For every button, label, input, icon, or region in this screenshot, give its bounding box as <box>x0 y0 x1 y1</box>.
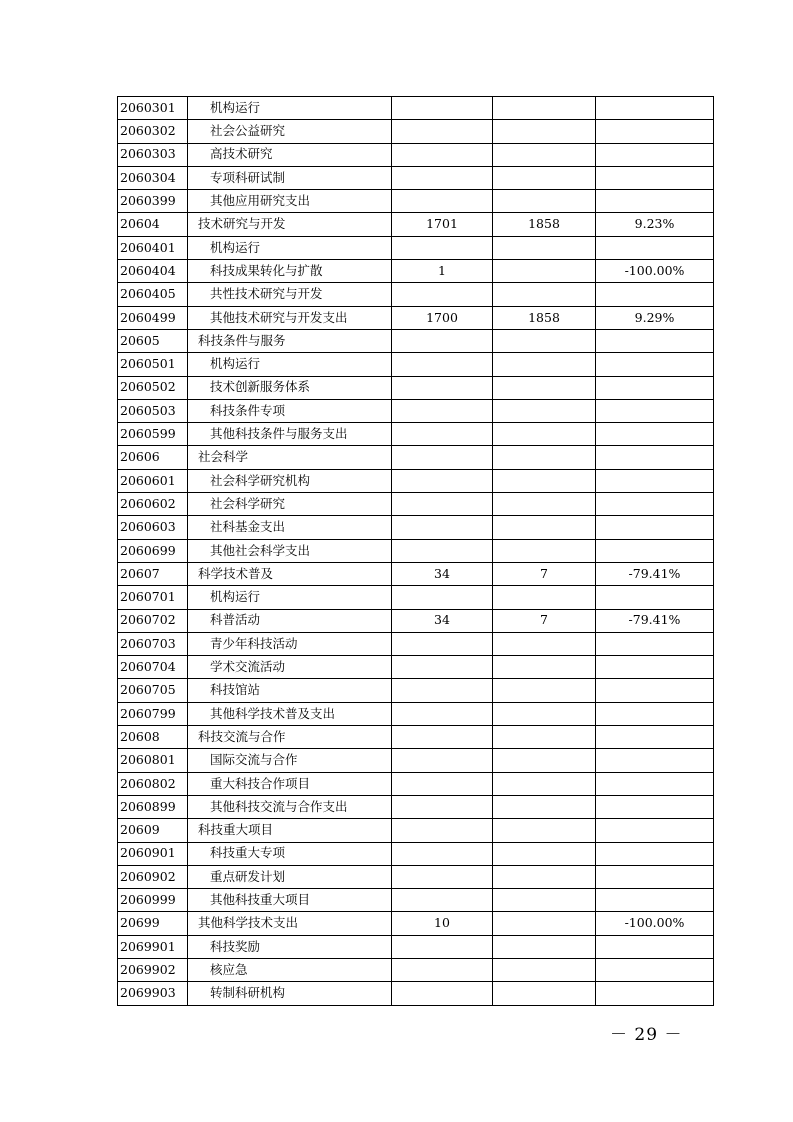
value-2-cell: 7 <box>493 609 596 632</box>
subject-name-cell: 科技条件专项 <box>188 399 392 422</box>
subject-code-cell: 2060601 <box>118 469 188 492</box>
change-rate-cell <box>596 236 714 259</box>
table-row <box>118 166 714 189</box>
subject-name-cell: 科学技术普及 <box>188 562 392 585</box>
change-rate-cell: -79.41% <box>596 562 714 585</box>
table-row <box>118 399 714 422</box>
table-row <box>118 236 714 259</box>
change-rate-cell: -100.00% <box>596 912 714 935</box>
subject-name-cell: 青少年科技活动 <box>188 632 392 655</box>
value-1-cell <box>392 97 493 120</box>
value-1-cell: 34 <box>392 609 493 632</box>
change-rate-cell <box>596 726 714 749</box>
value-1-cell <box>392 423 493 446</box>
subject-code-cell: 20607 <box>118 562 188 585</box>
value-2-cell <box>493 726 596 749</box>
change-rate-cell <box>596 842 714 865</box>
subject-name-cell: 社科基金支出 <box>188 516 392 539</box>
subject-code-cell: 2060301 <box>118 97 188 120</box>
value-1-cell: 1 <box>392 260 493 283</box>
subject-name-cell: 其他科学技术支出 <box>188 912 392 935</box>
value-2-cell <box>493 749 596 772</box>
value-2-cell <box>493 376 596 399</box>
value-1-cell <box>392 632 493 655</box>
value-1-cell <box>392 935 493 958</box>
subject-code-cell: 2060899 <box>118 795 188 818</box>
subject-name-cell: 社会科学研究机构 <box>188 469 392 492</box>
value-2-cell <box>493 166 596 189</box>
value-2-cell <box>493 982 596 1005</box>
value-2-cell <box>493 353 596 376</box>
subject-name-cell: 机构运行 <box>188 586 392 609</box>
subject-name-cell: 转制科研机构 <box>188 982 392 1005</box>
subject-code-cell: 2060302 <box>118 120 188 143</box>
change-rate-cell <box>596 586 714 609</box>
value-1-cell <box>392 120 493 143</box>
expenditure-table-container <box>117 96 713 1006</box>
table-row <box>118 562 714 585</box>
change-rate-cell: -79.41% <box>596 609 714 632</box>
subject-code-cell: 2069901 <box>118 935 188 958</box>
subject-code-cell: 2069902 <box>118 958 188 981</box>
value-1-cell <box>392 889 493 912</box>
table-row <box>118 889 714 912</box>
subject-name-cell: 社会科学研究 <box>188 493 392 516</box>
change-rate-cell <box>596 935 714 958</box>
table-row <box>118 632 714 655</box>
value-2-cell <box>493 632 596 655</box>
value-2-cell: 7 <box>493 562 596 585</box>
value-1-cell <box>392 353 493 376</box>
table-row <box>118 469 714 492</box>
subject-code-cell: 20699 <box>118 912 188 935</box>
value-2-cell <box>493 912 596 935</box>
subject-name-cell: 共性技术研究与开发 <box>188 283 392 306</box>
table-row <box>118 353 714 376</box>
value-2-cell <box>493 586 596 609</box>
change-rate-cell: 9.23% <box>596 213 714 236</box>
value-2-cell <box>493 516 596 539</box>
table-row <box>118 376 714 399</box>
table-row <box>118 306 714 329</box>
table-row <box>118 958 714 981</box>
subject-code-cell: 2060303 <box>118 143 188 166</box>
table-row <box>118 749 714 772</box>
subject-code-cell: 2060405 <box>118 283 188 306</box>
value-2-cell <box>493 958 596 981</box>
change-rate-cell <box>596 702 714 725</box>
subject-name-cell: 核应急 <box>188 958 392 981</box>
table-row <box>118 97 714 120</box>
subject-name-cell: 技术创新服务体系 <box>188 376 392 399</box>
table-row <box>118 772 714 795</box>
subject-name-cell: 其他科技重大项目 <box>188 889 392 912</box>
value-2-cell <box>493 469 596 492</box>
change-rate-cell: 9.29% <box>596 306 714 329</box>
table-row <box>118 842 714 865</box>
change-rate-cell <box>596 166 714 189</box>
subject-name-cell: 科普活动 <box>188 609 392 632</box>
change-rate-cell <box>596 749 714 772</box>
value-2-cell <box>493 889 596 912</box>
table-row <box>118 656 714 679</box>
change-rate-cell <box>596 632 714 655</box>
change-rate-cell <box>596 656 714 679</box>
value-1-cell <box>392 283 493 306</box>
subject-code-cell: 2069903 <box>118 982 188 1005</box>
change-rate-cell <box>596 889 714 912</box>
value-1-cell <box>392 329 493 352</box>
table-row <box>118 702 714 725</box>
value-1-cell <box>392 819 493 842</box>
change-rate-cell <box>596 399 714 422</box>
value-2-cell <box>493 772 596 795</box>
table-row <box>118 935 714 958</box>
value-1-cell <box>392 726 493 749</box>
value-2-cell <box>493 935 596 958</box>
table-row <box>118 329 714 352</box>
value-1-cell <box>392 469 493 492</box>
subject-code-cell: 20604 <box>118 213 188 236</box>
value-1-cell <box>392 772 493 795</box>
table-row <box>118 493 714 516</box>
table-row <box>118 586 714 609</box>
subject-code-cell: 20605 <box>118 329 188 352</box>
change-rate-cell <box>596 376 714 399</box>
subject-name-cell: 科技成果转化与扩散 <box>188 260 392 283</box>
subject-code-cell: 2060701 <box>118 586 188 609</box>
subject-name-cell: 专项科研试制 <box>188 166 392 189</box>
table-row <box>118 795 714 818</box>
value-1-cell: 34 <box>392 562 493 585</box>
subject-name-cell: 其他科学技术普及支出 <box>188 702 392 725</box>
change-rate-cell <box>596 469 714 492</box>
change-rate-cell <box>596 493 714 516</box>
subject-code-cell: 2060503 <box>118 399 188 422</box>
subject-code-cell: 2060399 <box>118 190 188 213</box>
subject-name-cell: 机构运行 <box>188 236 392 259</box>
value-2-cell <box>493 842 596 865</box>
change-rate-cell <box>596 819 714 842</box>
value-1-cell <box>392 143 493 166</box>
subject-code-cell: 2060902 <box>118 865 188 888</box>
subject-name-cell: 重大科技合作项目 <box>188 772 392 795</box>
value-2-cell <box>493 283 596 306</box>
table-row <box>118 982 714 1005</box>
change-rate-cell <box>596 516 714 539</box>
value-1-cell <box>392 749 493 772</box>
subject-code-cell: 2060502 <box>118 376 188 399</box>
change-rate-cell <box>596 446 714 469</box>
table-row <box>118 539 714 562</box>
subject-code-cell: 2060799 <box>118 702 188 725</box>
value-2-cell <box>493 143 596 166</box>
subject-name-cell: 社会科学 <box>188 446 392 469</box>
table-row <box>118 423 714 446</box>
value-1-cell: 1700 <box>392 306 493 329</box>
table-row <box>118 120 714 143</box>
subject-code-cell: 2060501 <box>118 353 188 376</box>
change-rate-cell <box>596 539 714 562</box>
table-row <box>118 726 714 749</box>
value-1-cell <box>392 399 493 422</box>
subject-name-cell: 科技条件与服务 <box>188 329 392 352</box>
subject-name-cell: 机构运行 <box>188 97 392 120</box>
change-rate-cell <box>596 982 714 1005</box>
table-row <box>118 446 714 469</box>
value-1-cell: 1701 <box>392 213 493 236</box>
value-1-cell <box>392 516 493 539</box>
subject-code-cell: 2060602 <box>118 493 188 516</box>
table-row <box>118 912 714 935</box>
value-1-cell <box>392 958 493 981</box>
subject-code-cell: 2060703 <box>118 632 188 655</box>
subject-name-cell: 其他科技交流与合作支出 <box>188 795 392 818</box>
subject-code-cell: 2060705 <box>118 679 188 702</box>
value-2-cell <box>493 97 596 120</box>
value-2-cell <box>493 236 596 259</box>
table-row <box>118 143 714 166</box>
subject-code-cell: 2060404 <box>118 260 188 283</box>
subject-name-cell: 其他技术研究与开发支出 <box>188 306 392 329</box>
value-2-cell <box>493 329 596 352</box>
value-2-cell: 1858 <box>493 213 596 236</box>
subject-code-cell: 2060603 <box>118 516 188 539</box>
value-1-cell <box>392 656 493 679</box>
subject-name-cell: 科技馆站 <box>188 679 392 702</box>
subject-name-cell: 其他科技条件与服务支出 <box>188 423 392 446</box>
value-1-cell <box>392 865 493 888</box>
change-rate-cell <box>596 958 714 981</box>
value-1-cell <box>392 166 493 189</box>
value-1-cell <box>392 795 493 818</box>
value-2-cell: 1858 <box>493 306 596 329</box>
subject-name-cell: 机构运行 <box>188 353 392 376</box>
change-rate-cell <box>596 190 714 213</box>
change-rate-cell <box>596 143 714 166</box>
table-row <box>118 865 714 888</box>
value-2-cell <box>493 493 596 516</box>
subject-name-cell: 重点研发计划 <box>188 865 392 888</box>
expenditure-table <box>117 96 714 1006</box>
subject-code-cell: 2060704 <box>118 656 188 679</box>
subject-name-cell: 科技奖励 <box>188 935 392 958</box>
value-1-cell <box>392 376 493 399</box>
subject-code-cell: 2060699 <box>118 539 188 562</box>
value-1-cell <box>392 679 493 702</box>
subject-code-cell: 2060802 <box>118 772 188 795</box>
subject-code-cell: 2060901 <box>118 842 188 865</box>
subject-name-cell: 科技重大专项 <box>188 842 392 865</box>
value-1-cell <box>392 190 493 213</box>
value-2-cell <box>493 120 596 143</box>
change-rate-cell <box>596 795 714 818</box>
subject-code-cell: 2060401 <box>118 236 188 259</box>
value-1-cell <box>392 493 493 516</box>
change-rate-cell <box>596 353 714 376</box>
change-rate-cell <box>596 120 714 143</box>
value-2-cell <box>493 795 596 818</box>
value-2-cell <box>493 819 596 842</box>
subject-code-cell: 2060801 <box>118 749 188 772</box>
table-row <box>118 260 714 283</box>
value-2-cell <box>493 679 596 702</box>
subject-code-cell: 2060499 <box>118 306 188 329</box>
table-body <box>118 97 714 1006</box>
table-row <box>118 679 714 702</box>
subject-name-cell: 学术交流活动 <box>188 656 392 679</box>
value-1-cell <box>392 539 493 562</box>
subject-code-cell: 20608 <box>118 726 188 749</box>
table-row <box>118 213 714 236</box>
change-rate-cell <box>596 679 714 702</box>
value-2-cell <box>493 539 596 562</box>
subject-name-cell: 科技重大项目 <box>188 819 392 842</box>
subject-code-cell: 2060999 <box>118 889 188 912</box>
subject-name-cell: 科技交流与合作 <box>188 726 392 749</box>
value-2-cell <box>493 190 596 213</box>
subject-name-cell: 其他社会科学支出 <box>188 539 392 562</box>
subject-code-cell: 20609 <box>118 819 188 842</box>
subject-code-cell: 20606 <box>118 446 188 469</box>
table-row <box>118 819 714 842</box>
value-1-cell: 10 <box>392 912 493 935</box>
change-rate-cell <box>596 772 714 795</box>
subject-name-cell: 技术研究与开发 <box>188 213 392 236</box>
value-1-cell <box>392 236 493 259</box>
change-rate-cell <box>596 423 714 446</box>
change-rate-cell: -100.00% <box>596 260 714 283</box>
value-2-cell <box>493 865 596 888</box>
subject-code-cell: 2060702 <box>118 609 188 632</box>
value-2-cell <box>493 399 596 422</box>
change-rate-cell <box>596 329 714 352</box>
value-2-cell <box>493 446 596 469</box>
value-2-cell <box>493 423 596 446</box>
subject-name-cell: 社会公益研究 <box>188 120 392 143</box>
value-2-cell <box>493 656 596 679</box>
value-1-cell <box>392 446 493 469</box>
table-row <box>118 609 714 632</box>
subject-name-cell: 高技术研究 <box>188 143 392 166</box>
value-2-cell <box>493 260 596 283</box>
table-row <box>118 190 714 213</box>
table-row <box>118 516 714 539</box>
value-1-cell <box>392 842 493 865</box>
change-rate-cell <box>596 865 714 888</box>
table-row <box>118 283 714 306</box>
value-1-cell <box>392 702 493 725</box>
change-rate-cell <box>596 97 714 120</box>
subject-code-cell: 2060304 <box>118 166 188 189</box>
subject-name-cell: 其他应用研究支出 <box>188 190 392 213</box>
value-2-cell <box>493 702 596 725</box>
value-1-cell <box>392 982 493 1005</box>
subject-code-cell: 2060599 <box>118 423 188 446</box>
change-rate-cell <box>596 283 714 306</box>
value-1-cell <box>392 586 493 609</box>
subject-name-cell: 国际交流与合作 <box>188 749 392 772</box>
page-number: － 29 － <box>610 1025 683 1045</box>
